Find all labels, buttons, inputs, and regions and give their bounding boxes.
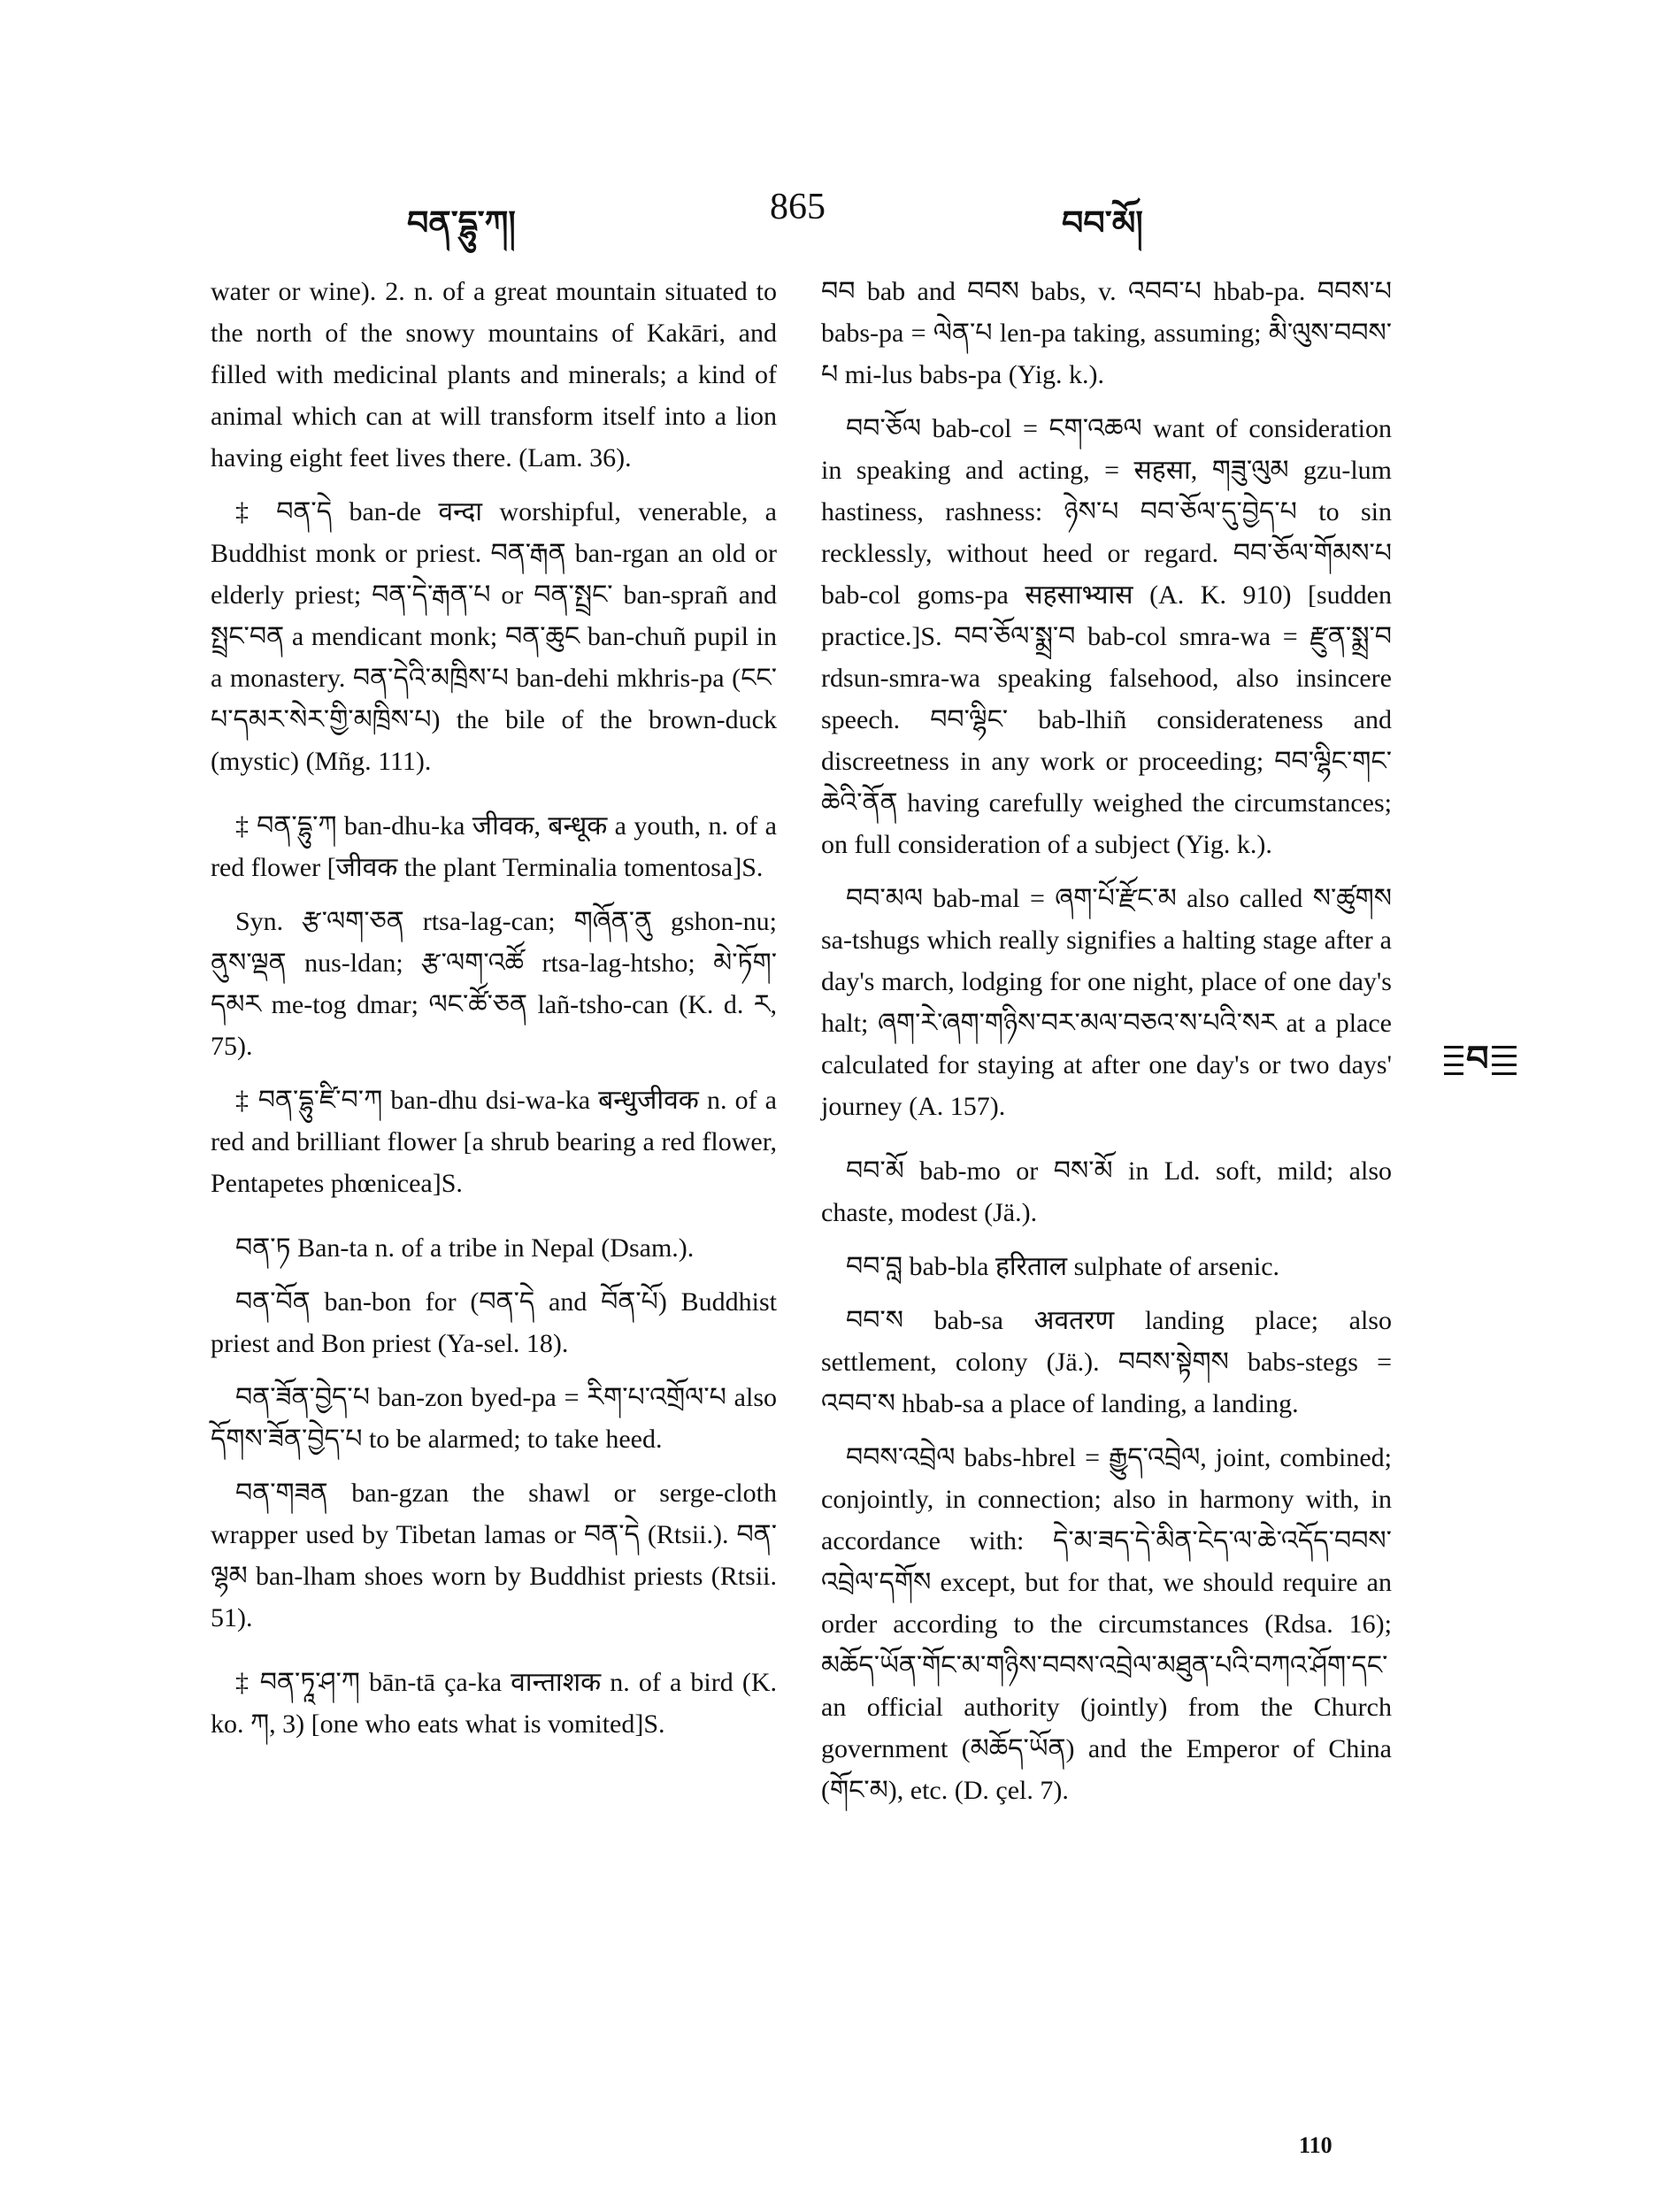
entry-ban-dhu-ka: ‡ བན་དྷུ་ཀ ban-dhu-ka जीवक, बन्धूक a youth, n. of a red flower [जीवक the plant Terminalia tomentosa]S. (211, 811, 777, 882)
running-head-left: བན་དྷུ་ཀ། (407, 204, 516, 242)
entry-ban-de: ‡ བན་དེ ban-de वन्दा worshipful, venerable, a Buddhist monk or priest. བན་རྒན ban-rgan an old or elderly priest; བན་དེ་རྒན་པ or བན་སྤྲང་ ban-sprañ and སྤྲང་བན a mendicant monk; བན་ཆུང ban-chuñ pupil in a monastery. བན་དེའི་མཁྲིས་པ ban-dehi mkhris-pa (ངང་པ་དམར་སེར་གྱི་མཁྲིས་པ) the bile of the brown-duck (mystic) (Mñg. 111). (211, 497, 777, 776)
thumb-index-letter: བ (1463, 1039, 1492, 1079)
entry-ban-ta: བན་ཏ Ban-ta n. of a tribe in Nepal (Dsam.). (235, 1233, 695, 1263)
entry-ban-dhu-dsi-wa-ka: ‡ བན་དྷུ་ཛི་བ་ཀ ban-dhu dsi-wa-ka बन्धुजीवक n. of a red and brilliant flower [a shrub bearing a red flower, Pentapetes phœnicea]S. (211, 1086, 777, 1198)
entry-babs-hbrel: བབས་འབྲེལ babs-hbrel = རྒྱུད་འབྲེལ, joint, combined; conjointly, in connection; also in harmony with, in accordance with: དེ་མ་ཟད་དེ་མིན་ངེད་ལ་ཆེ་འདོད་བབས་འབྲེལ་དགོས except, but for that, we should require an order according to the circumstances (Rdsa. 16); མཆོད་ཡོན་གོང་མ་གཉིས་བབས་འབྲེལ་མཐུན་པའི་བཀའ་ཤོག་དང་ an official authority (jointly) from the Church government (མཆོད་ཡོན) and the Emperor of China (གོང་མ), etc. (D. çel. 7). (821, 1443, 1392, 1805)
letter-thumb-index (1444, 1033, 1517, 1087)
left-column (211, 271, 777, 1757)
entry-bab-sa: བབ་ས bab-sa अवतरण landing place; also settlement, colony (Jä.). བབས་སྟེགས babs-stegs = འབབ་ས hbab-sa a place of landing, a landing. (821, 1306, 1392, 1418)
entry-ban-ta-ca-ka: ‡ བན་ཏཱ་ཤ་ཀ bān-tā ça-ka वान्ताशक n. of a bird (K. ko. ཀ, 3) [one who eats what is vomited]S. (211, 1668, 777, 1739)
entry-bab-bla: བབ་བླ bab-bla हरिताल sulphate of arsenic. (846, 1252, 1280, 1281)
right-column (821, 271, 1392, 1824)
entry-bab-col: བབ་ཅོལ bab-col = ངག་འཆལ want of consideration in speaking and acting, = सहसा, གཟུ་ལུམ gzu-lum hastiness, rashness: ཉེས་པ བབ་ཅོལ་དུ་བྱེད་པ to sin recklessly, without heed or regard. བབ་ཅོལ་གོམས་པ bab-col goms-pa सहसाभ्यास (A. K. 910) [sudden practice.]S. བབ་ཅོལ་སྨྲ་བ bab-col smra-wa = རྫུན་སྨྲ་བ rdsun-smra-wa speaking falsehood, also insincere speech. བབ་ལྷིང་ bab-lhiñ considerateness and discreetness in any work or proceeding; བབ་ལྷིང་གང་ཆེའི་ནོན having carefully weighed the circumstances; on full consideration of a subject (Yig. k.). (821, 414, 1392, 859)
signature-number: 110 (1299, 2132, 1333, 2158)
page-folio: 865 (770, 187, 826, 227)
entry-continuation: water or wine). 2. n. of a great mountain situated to the north of the snowy mountains of Kakāri, and filled with medicinal plants and minerals; a kind of animal which can at will transform itself into a lion having eight feet lives there. (Lam. 36). (211, 277, 777, 472)
entry-ban-zon: བན་ཟོན་བྱེད་པ ban-zon byed-pa = རིག་པ་འགྲོལ་པ also དོགས་ཟོན་བྱེད་པ to be alarmed; to take heed. (211, 1383, 777, 1454)
running-head-right: བབ་མོ། (1062, 204, 1143, 242)
entry-bab-mo: བབ་མོ bab-mo or བས་མོ in Ld. soft, mild; also chaste, modest (Jä.). (821, 1156, 1392, 1227)
entry-bab: བབ bab and བབས babs, v. འབབ་པ hbab-pa. བབས་པ babs-pa = ལེན་པ len-pa taking, assuming; མི་ལུས་བབས་པ mi-lus babs-pa (Yig. k.). (821, 277, 1392, 389)
entry-ban-dhu-ka-synonyms: Syn. རྩ་ལག་ཅན rtsa-lag-can; གཞོན་ནུ gshon-nu; ནུས་ལྡན nus-ldan; རྩ་ལག་འཚོ rtsa-lag-htsho; མེ་ཏོག་དམར me-tog dmar; ལང་ཚོ་ཅན lañ-tsho-can (K. d. ར, 75). (211, 907, 777, 1061)
entry-ban-bon: བན་བོན ban-bon for (བན་དེ and བོན་པོ) Buddhist priest and Bon priest (Ya-sel. 18). (211, 1287, 777, 1358)
entry-ban-gzan: བན་གཟན ban-gzan the shawl or serge-cloth wrapper used by Tibetan lamas or བན་དེ (Rtsii.). བན་ལྷམ ban-lham shoes worn by Buddhist priests (Rtsii. 51). (211, 1479, 777, 1632)
entry-bab-mal: བབ་མལ bab-mal = ཞག་པོ་རྫོང་མ also called ས་ཚུགས sa-tshugs which really signifies a halting stage after a day's march, lodging for one night, place of one day's halt; ཞག་རེ་ཞག་གཉིས་བར་མལ་བཅའ་ས་པའི་སར at a place calculated for staying at after one day's or two days' journey (A. 157). (821, 884, 1392, 1121)
